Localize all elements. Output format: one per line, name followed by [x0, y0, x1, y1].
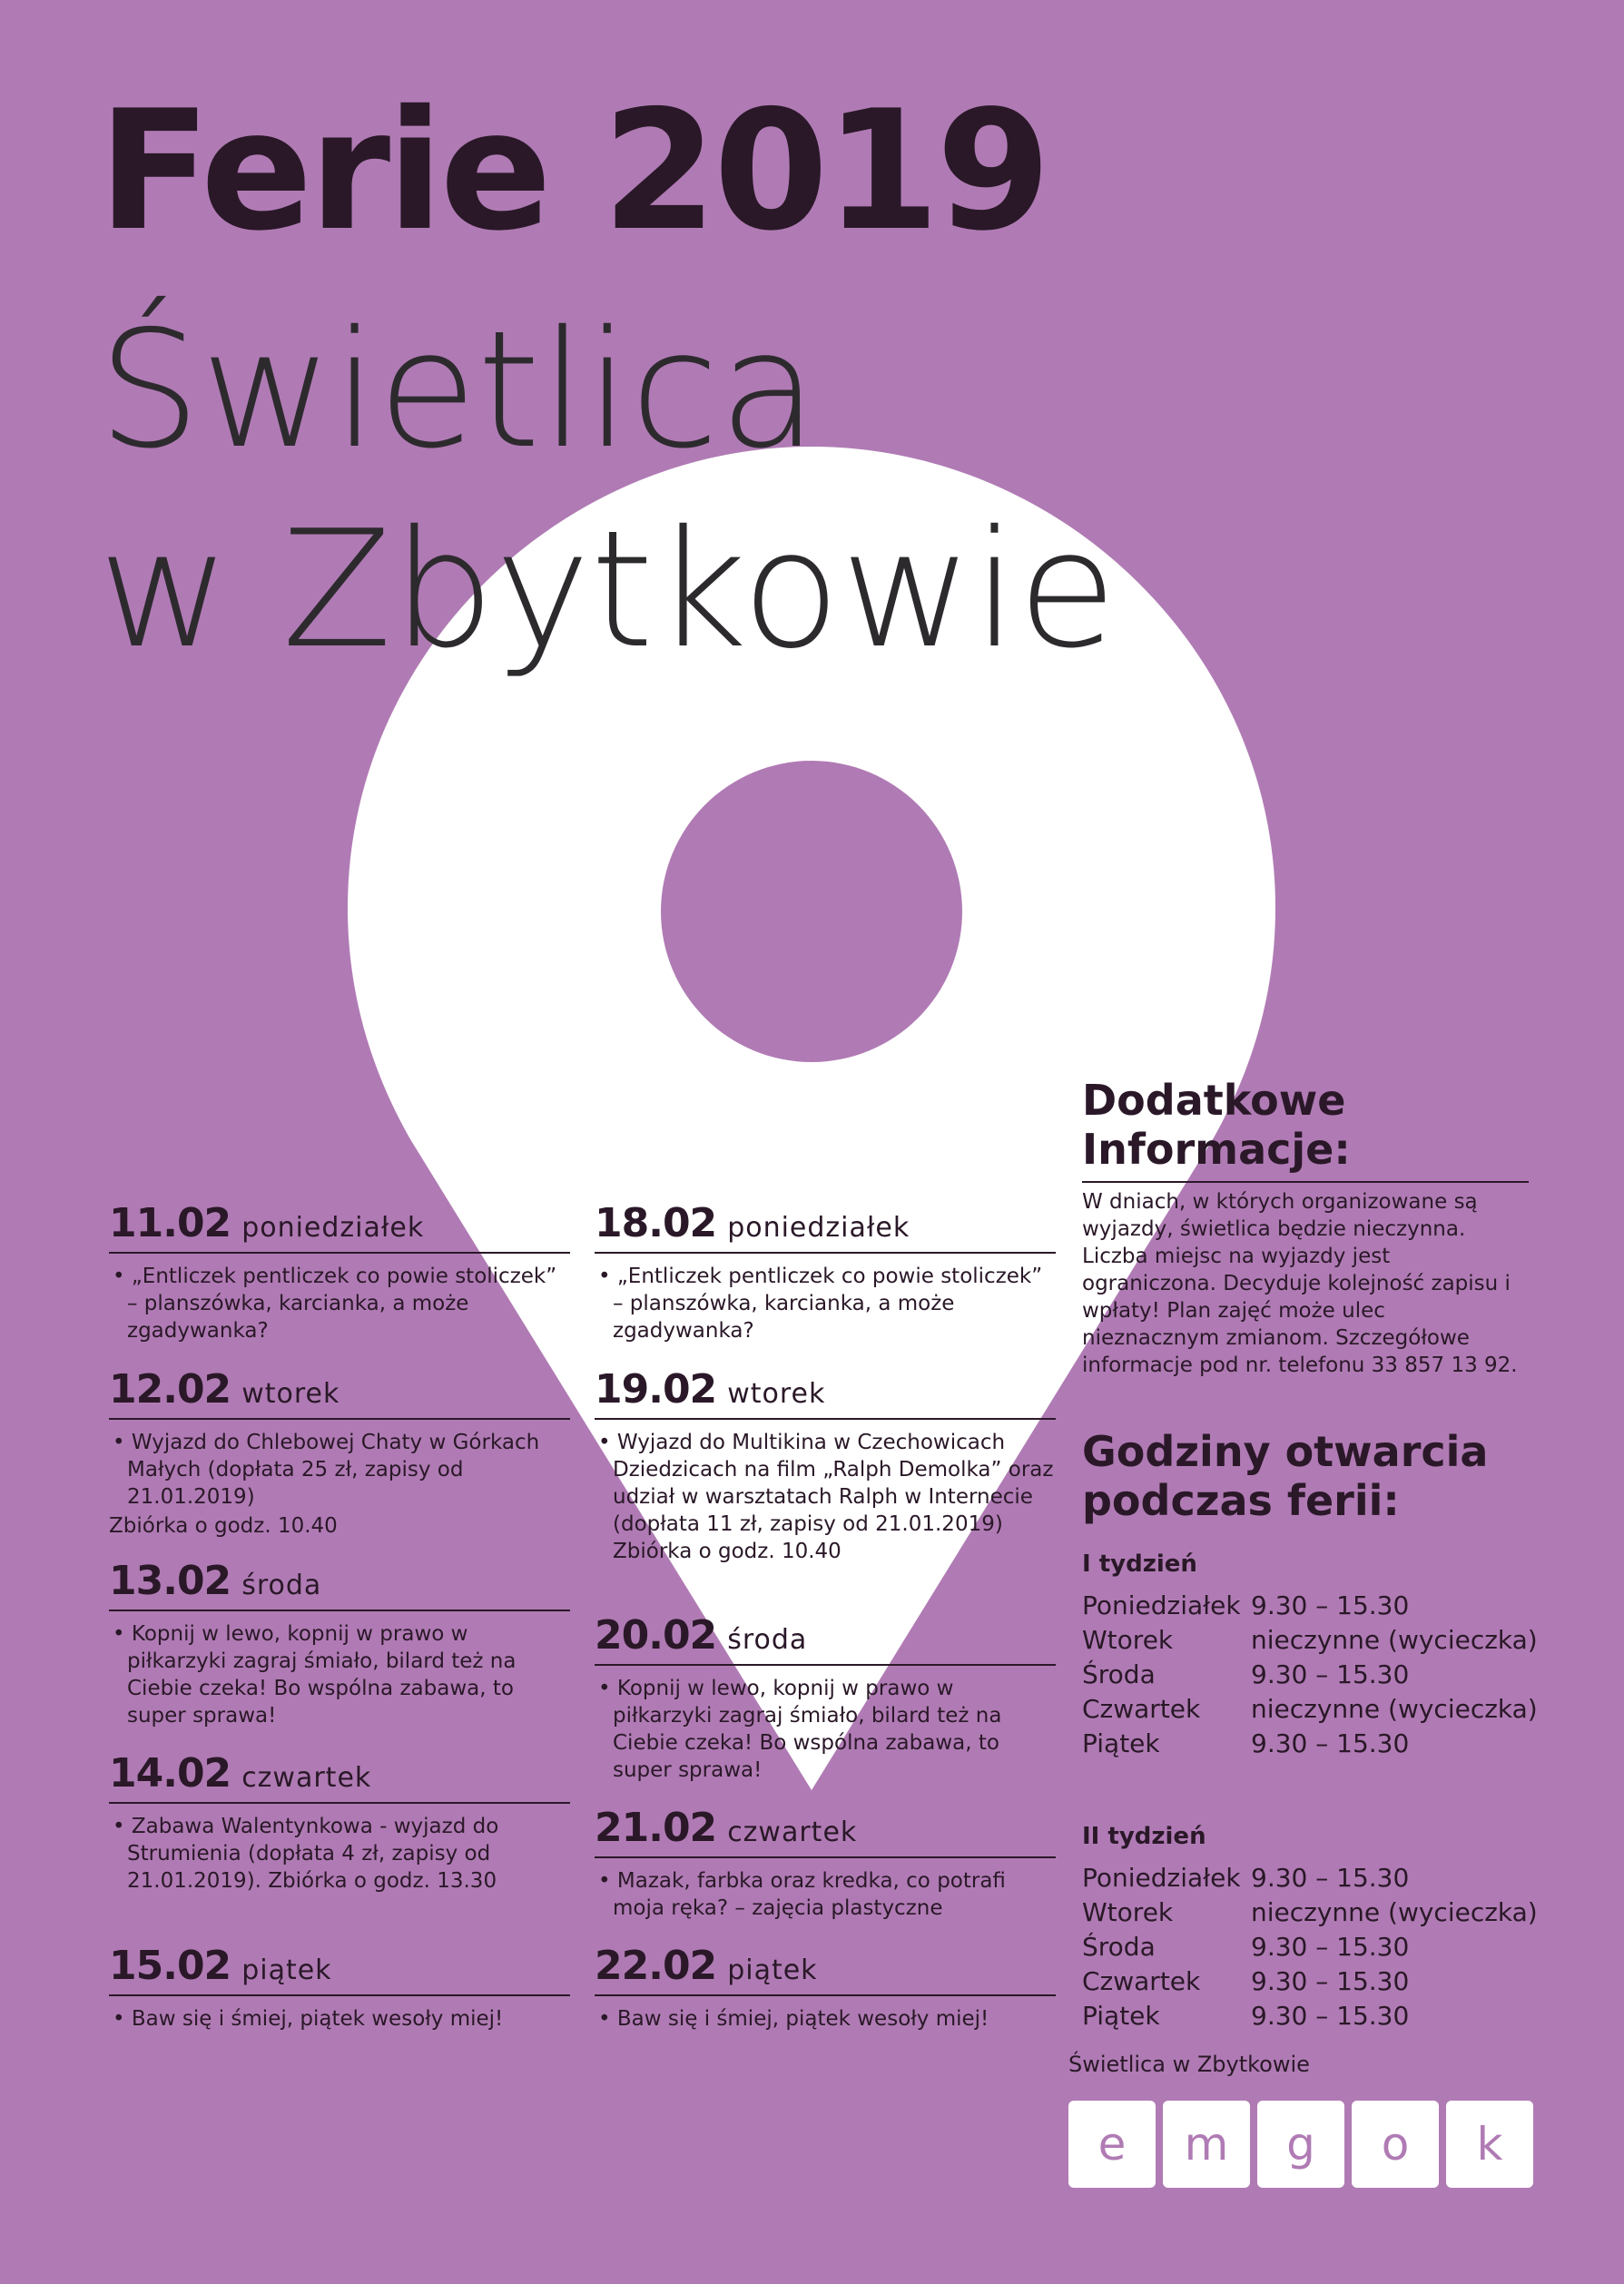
day-header	[595, 1612, 1056, 1666]
day-activities	[595, 1429, 1056, 1565]
hours-week-2	[1082, 1823, 1554, 2033]
week-label: II tydzień	[1082, 1823, 1206, 1850]
activity-item: • Wyjazd do Multikina w Czechowicach Dziedzicach na film „Ralph Demolka” oraz udział w warsztatach Ralph w Internecie (dopłata 11 zł, zapisy od 21.01.2019) Zbiórka o godz. 10.40	[598, 1431, 1054, 1563]
activity-note: Zbiórka o godz. 10.40	[109, 1514, 338, 1538]
day-date: 11.02	[109, 1200, 231, 1246]
day-name: czwartek	[727, 1816, 858, 1848]
day-date: 13.02	[109, 1558, 231, 1604]
hours-row: Poniedziałek 9.30 – 15.30	[1082, 1590, 1410, 1620]
day-name: wtorek	[727, 1378, 826, 1410]
logo-tile: g	[1257, 2101, 1344, 2188]
hours-row: Piątek 9.30 – 15.30	[1082, 2001, 1410, 2031]
day-14-02	[109, 1750, 570, 1895]
hours-row: Wtorek nieczynne (wycieczka)	[1082, 1625, 1538, 1655]
week-label: I tydzień	[1082, 1551, 1197, 1578]
hours-row: Środa 9.30 – 15.30	[1082, 1932, 1410, 1962]
day-date: 21.02	[595, 1805, 717, 1851]
title-zbytkowie: w Zbytkowie	[98, 496, 1117, 684]
day-activities	[109, 1263, 570, 1344]
day-15-02	[109, 1943, 570, 2033]
day-12-02	[109, 1366, 570, 1540]
activity-item: • Kopnij w lewo, kopnij w prawo w piłkarzyki zagraj śmiało, bilard też na Ciebie czeka! Bo wspólna zabawa, to super sprawa!	[598, 1677, 1002, 1782]
day-header	[109, 1943, 570, 1996]
day-name: piątek	[241, 1954, 332, 1986]
day-activities	[109, 1429, 570, 1540]
day-header	[109, 1558, 570, 1611]
hours-row: Środa 9.30 – 15.30	[1082, 1659, 1410, 1689]
hours-row: Czwartek nieczynne (wycieczka)	[1082, 1694, 1538, 1724]
activity-item: • „Entliczek pentliczek co powie stoliczek” – planszówka, karcianka, a może zgadywanka?	[113, 1265, 557, 1343]
hours-row: Piątek 9.30 – 15.30	[1082, 1728, 1410, 1758]
logo-tile: o	[1352, 2101, 1439, 2188]
hours-row: Czwartek 9.30 – 15.30	[1082, 1966, 1410, 1996]
day-activities	[595, 2005, 1056, 2033]
day-activities	[109, 2005, 570, 2033]
day-activities	[109, 1813, 570, 1895]
day-21-02	[595, 1805, 1056, 1922]
hours-row: Wtorek nieczynne (wycieczka)	[1082, 1897, 1538, 1927]
day-name: środa	[241, 1570, 322, 1601]
logo-tile: e	[1068, 2101, 1156, 2188]
day-name: czwartek	[241, 1762, 372, 1794]
day-activities	[595, 1263, 1056, 1344]
title-swietlica: Świetlica	[98, 296, 819, 484]
day-date: 12.02	[109, 1366, 231, 1413]
day-header	[109, 1200, 570, 1254]
logo-tile: m	[1163, 2101, 1250, 2188]
day-name: środa	[727, 1624, 808, 1656]
day-header	[595, 1805, 1056, 1858]
day-date: 22.02	[595, 1943, 717, 1989]
day-activities	[595, 1675, 1056, 1784]
day-name: piątek	[727, 1954, 818, 1986]
day-date: 15.02	[109, 1943, 231, 1989]
title-ferie: Ferie 2019	[98, 74, 1048, 267]
activity-item: • Kopnij w lewo, kopnij w prawo w piłkarzyki zagraj śmiało, bilard też na Ciebie czeka! Bo wspólna zabawa, to super sprawa!	[113, 1622, 517, 1728]
day-activities	[109, 1620, 570, 1729]
info-title: Dodatkowe Informacje:	[1082, 1076, 1529, 1183]
day-date: 20.02	[595, 1612, 717, 1659]
day-header	[595, 1943, 1056, 1996]
day-date: 14.02	[109, 1750, 231, 1797]
day-22-02	[595, 1943, 1056, 2033]
day-date: 19.02	[595, 1366, 717, 1413]
footer-label: Świetlica w Zbytkowie	[1068, 2052, 1310, 2077]
hours-week-1	[1082, 1551, 1554, 1761]
day-date: 18.02	[595, 1200, 717, 1246]
activity-item: • Baw się i śmiej, piątek wesoły miej!	[113, 2007, 504, 2031]
day-name: poniedziałek	[727, 1212, 910, 1244]
day-20-02	[595, 1612, 1056, 1784]
day-19-02	[595, 1366, 1056, 1565]
day-header	[109, 1750, 570, 1804]
opening-hours-title: Godziny otwarcia podczas ferii:	[1082, 1427, 1489, 1525]
hours-row: Poniedziałek 9.30 – 15.30	[1082, 1863, 1410, 1893]
emgok-logo	[1068, 2101, 1533, 2188]
activity-item: • Zabawa Walentynkowa - wyjazd do Strumienia (dopłata 4 zł, zapisy od 21.01.2019). Zbiórka o godz. 13.30	[113, 1815, 499, 1893]
additional-info	[1082, 1076, 1529, 1379]
activity-item: • Wyjazd do Chlebowej Chaty w Górkach Małych (dopłata 25 zł, zapisy od 21.01.2019)	[113, 1431, 540, 1509]
info-text: W dniach, w których organizowane są wyjazdy, świetlica będzie nieczynna. Liczba miejsc na wyjazdy jest ograniczona. Decyduje kolejność zapisu i wpłaty! Plan zajęć może ulec nieznacznym zmianom. Szczegółowe informacje pod nr. telefonu 33 857 13 92.	[1082, 1190, 1518, 1377]
day-name: poniedziałek	[241, 1212, 425, 1244]
logo-tile: k	[1446, 2101, 1533, 2188]
day-header	[595, 1366, 1056, 1420]
activity-item: • „Entliczek pentliczek co powie stoliczek” – planszówka, karcianka, a może zgadywanka?	[598, 1265, 1043, 1343]
day-11-02	[109, 1200, 570, 1344]
day-18-02	[595, 1200, 1056, 1344]
day-header	[109, 1366, 570, 1420]
activity-item: • Mazak, farbka oraz kredka, co potrafi moja ręka? – zajęcia plastyczne	[598, 1869, 1006, 1920]
activity-item: • Baw się i śmiej, piątek wesoły miej!	[598, 2007, 989, 2031]
day-name: wtorek	[241, 1378, 340, 1410]
day-13-02	[109, 1558, 570, 1729]
day-activities	[595, 1867, 1056, 1922]
day-header	[595, 1200, 1056, 1254]
